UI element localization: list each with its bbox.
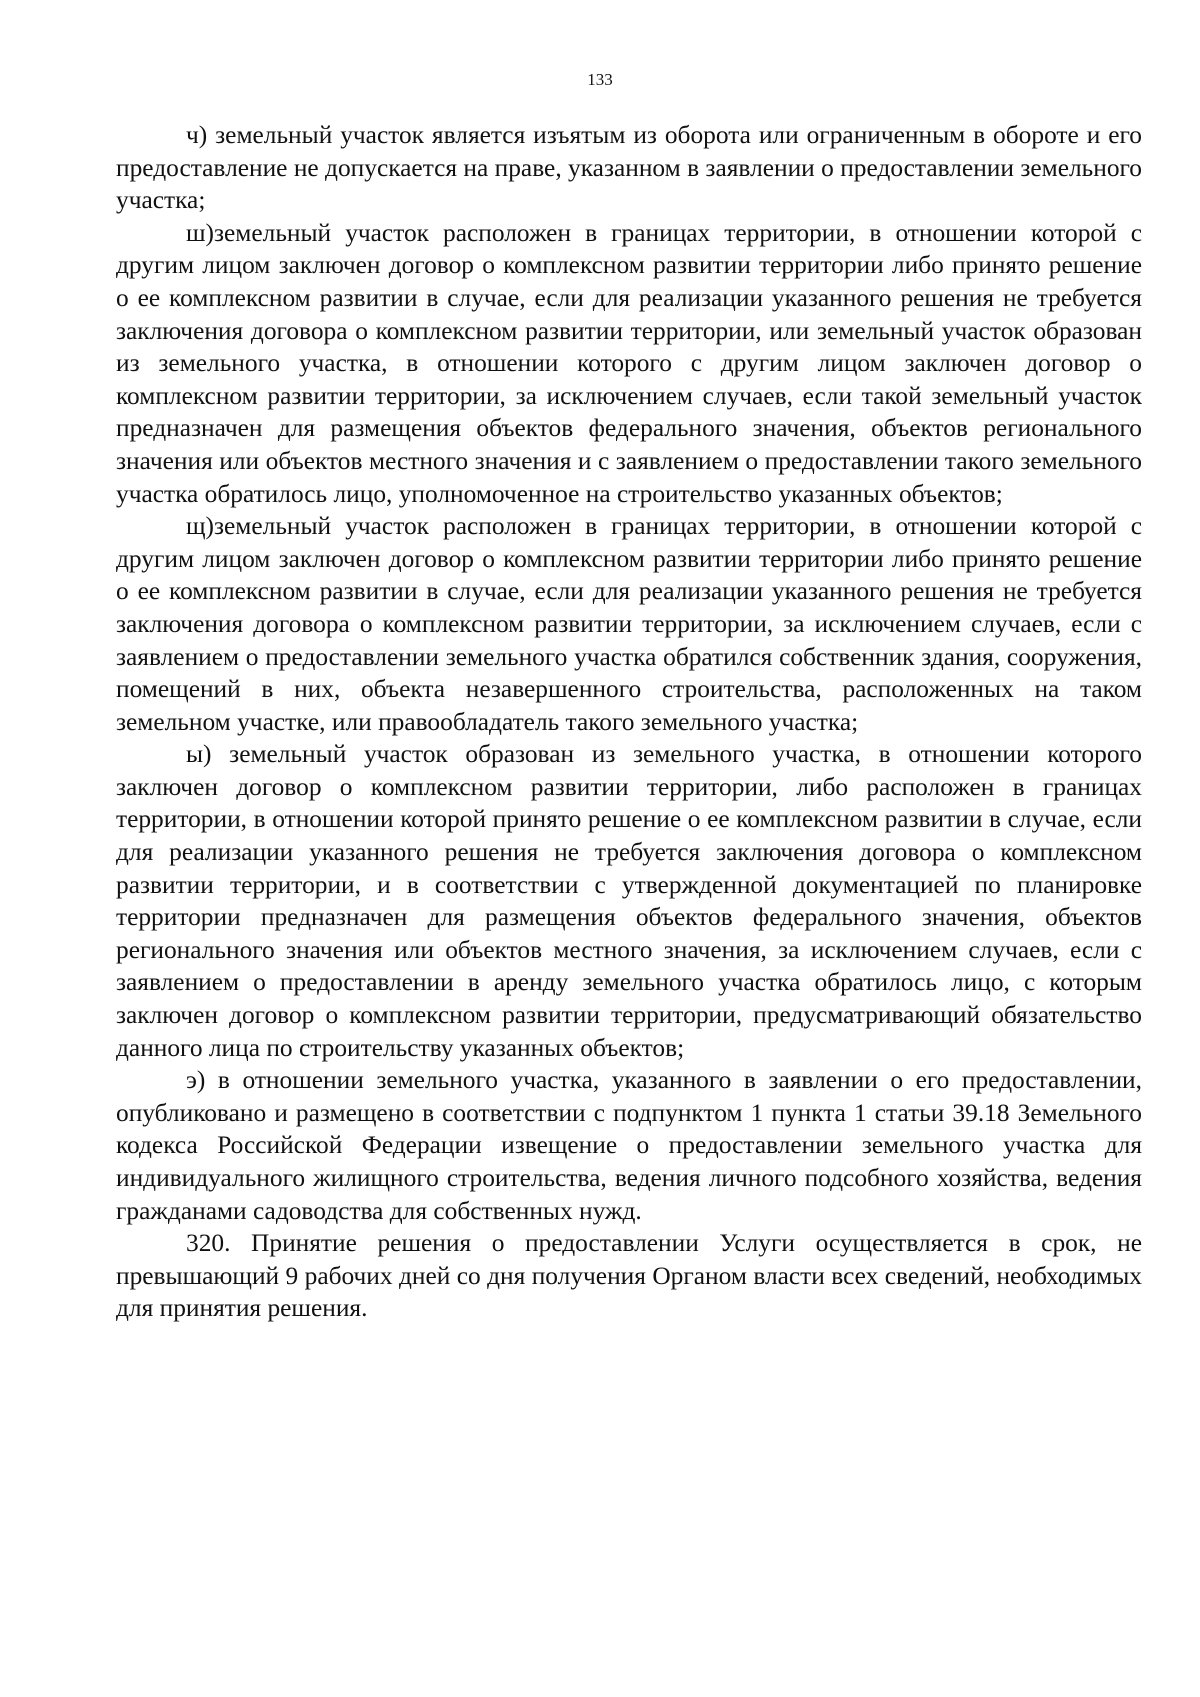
paragraph-item-shch: щ)земельный участок расположен в границах территории, в отношении которой с другим лицом заключен договор о комплексном развитии территории либо принято решение о ее комплексном развитии в случае, если для реализации указанного решения не требуется заключения договора о комплексном развитии территории, за исключением случаев, если с заявлением о предоставлении земельного участка обратился собственник здания, сооружения, помещений в них, объекта незавершенного строительства, расположенных на таком земельном участке, или правообладатель такого земельного участка; (116, 512, 1142, 736)
page-number: 133 (587, 70, 613, 89)
paragraph-item-y: ы) земельный участок образован из земельного участка, в отношении которого заключен договор о комплексном развитии территории, либо расположен в границах территории, в отношении которой принято решение о ее комплексном развитии в случае, если для реализации указанного решения не требуется заключения договора о комплексном развитии территории, и в соответствии с утвержденной документацией по планировке территории предназначен для размещения объектов федерального значения, объектов регионального значения или объектов местного значения, за исключением случаев, если с заявлением о предоставлении в аренду земельного участка обратилось лицо, с которым заключен договор о комплексном развитии территории, предусматривающий обязательство данного лица по строительству указанных объектов; (116, 740, 1142, 1062)
document-body (116, 119, 1142, 1325)
paragraph-item-ch: ч) земельный участок является изъятым из оборота или ограниченным в обороте и его предоставление не допускается на праве, указанном в заявлении о предоставлении земельного участка; (116, 121, 1142, 215)
paragraph-item-e: э) в отношении земельного участка, указанного в заявлении о его предоставлении, опубликовано и размещено в соответствии с подпунктом 1 пункта 1 статьи 39.18 Земельного кодекса Российской Федерации извещение о предоставлении земельного участка для индивидуального жилищного строительства, ведения личного подсобного хозяйства, ведения гражданами садоводства для собственных нужд. (116, 1066, 1142, 1225)
paragraph-item-sh: ш)земельный участок расположен в границах территории, в отношении которой с другим лицом заключен договор о комплексном развитии территории либо принято решение о ее комплексном развитии в случае, если для реализации указанного решения не требуется заключения договора о комплексном развитии территории, или земельный участок образован из земельного участка, в отношении которого с другим лицом заключен договор о комплексном развитии территории, за исключением случаев, если такой земельный участок предназначен для размещения объектов федерального значения, объектов регионального значения или объектов местного значения и с заявлением о предоставлении такого земельного участка обратилось лицо, уполномоченное на строительство указанных объектов; (116, 218, 1142, 508)
paragraph-item-320: 320. Принятие решения о предоставлении Услуги осуществляется в срок, не превышающий 9 рабочих дней со дня получения Органом власти всех сведений, необходимых для принятия решения. (116, 1229, 1142, 1323)
